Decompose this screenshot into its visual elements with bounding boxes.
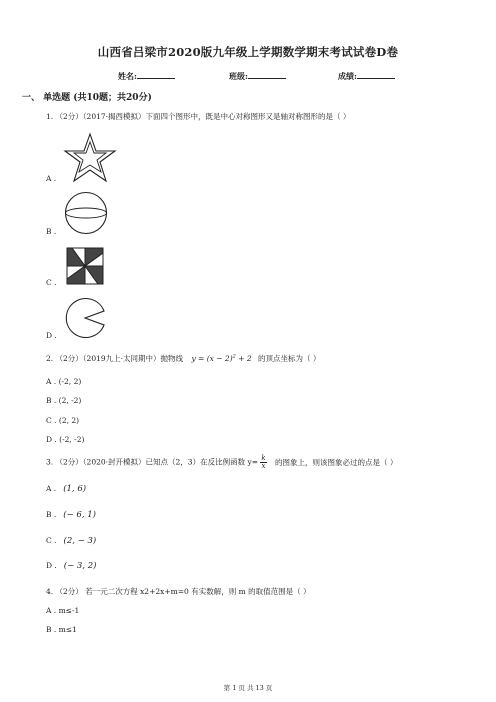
q4-option-b: B . m≤1 (46, 625, 77, 634)
q1-option-c: C . (46, 278, 57, 287)
q3-stem-pre: 3. （2分）（2020·封开模拟）已知点（2，3）在反比例函数 y= (46, 457, 258, 467)
q3-option-d-value: (− 3, 2) (63, 561, 97, 571)
q2-formula-tail: + 2 (235, 354, 252, 363)
score-field (338, 71, 395, 82)
page-title: 山西省吕梁市2020版九年级上学期数学期末考试试卷D卷 (97, 45, 399, 59)
pinwheel-figure (66, 247, 104, 285)
q3-option-d-label: D . (46, 561, 57, 570)
q2-option-b: B . (2, -2) (46, 396, 82, 405)
page-footer: 第 1 页 共 13 页 (223, 684, 273, 692)
q1-option-a: A . (46, 174, 57, 183)
q3-option-a (46, 484, 86, 494)
q3-option-b-label: B . (46, 510, 57, 519)
q2-formula-base: y = (x − 2) (191, 354, 233, 363)
q3-stem-post: 的图象上，则该图象必过的点是（ ） (275, 457, 398, 467)
q4-option-a: A . m≤-1 (46, 606, 80, 615)
q1-option-b: B . (46, 227, 57, 236)
q3-fraction-den: x (261, 462, 266, 470)
section-heading: 一、 单选题 (共10题；共20分) (22, 93, 152, 103)
q3-option-a-value: (1, 6) (63, 484, 87, 494)
q3-option-c-value: (2, − 3) (63, 536, 97, 546)
name-blank (137, 71, 175, 79)
q3-option-a-label: A . (46, 484, 57, 493)
q3-option-c (46, 536, 96, 546)
score-blank (357, 71, 395, 79)
name-field (118, 71, 175, 82)
question-4-stem: 4. （2分） 若一元二次方程 x2+2x+m=0 有实数解，则 m 的取值范围是（ ） (46, 587, 311, 596)
q3-fraction-num: k (261, 454, 266, 462)
class-blank (248, 71, 286, 79)
star-figure (64, 133, 116, 183)
pacman-figure (64, 297, 106, 339)
q2-formula (191, 354, 251, 363)
score-label: 成绩: (338, 71, 357, 81)
q3-option-b-value: (− 6, 1) (63, 510, 96, 520)
q2-stem-pre: 2. （2分）（2019九上·太同期中）抛物线 (46, 354, 184, 363)
q3-option-c-label: C . (46, 536, 57, 545)
q3-option-b (46, 510, 96, 520)
q2-formula-exp: 2 (232, 353, 236, 360)
q2-option-c: C . (2, 2) (46, 416, 80, 425)
name-label: 姓名: (118, 71, 137, 81)
q3-fraction (260, 455, 266, 470)
question-2-stem (46, 353, 320, 364)
q2-stem-post: 的顶点坐标为（ ） (258, 354, 321, 363)
q2-option-d: D . (-2, -2) (46, 435, 85, 444)
q3-option-d (46, 561, 96, 571)
class-label: 班级: (229, 71, 248, 81)
class-field (229, 71, 286, 82)
question-1-stem: 1. （2分）（2017·揭西模拟）下面四个图形中，既是中心对称图形又是轴对称图形的是（ ） (46, 112, 351, 121)
q2-option-a: A . (-2, 2) (46, 377, 82, 386)
question-3-stem (46, 455, 397, 470)
sphere-figure (64, 191, 108, 235)
q1-option-d: D . (46, 331, 57, 340)
